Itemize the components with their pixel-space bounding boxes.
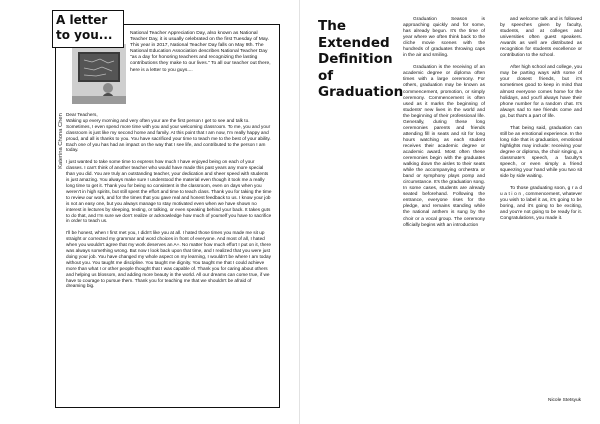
letter-title: A letter to you... [52, 10, 124, 48]
title-line: Extended [318, 34, 390, 51]
title-line: of [318, 67, 334, 84]
title-line: Graduation [318, 84, 404, 100]
author-vertical-label [53, 104, 67, 184]
article-paragraph: After high school and college, you may be parting ways with some of your closest friends, but it's sometimes good to keep in mind that almost everyone comes home for the holidays, and you'll always have their phone number for a random chat. It's always sad to see friends come and go, but that's a part of life. [500, 65, 583, 119]
author-signature: Nicole Stetsyuk [548, 398, 582, 403]
article-paragraph: To those graduating soon, g r a d u a t i o n , commencement, whatever you wish to label it as, it's going to be boring, and it's going to be exciting, and you're not going to be ready for it. Congratulations, you made it. [500, 186, 582, 222]
teacher-photo [72, 44, 126, 104]
letter-paragraph: Waking up every morning and very often your are the first person I get to see and talk to. Sometimes, I even spend more time with you and your welcoming classroom. To me, you and your classroom is just like my second home and family. At this point that I am now, I'm really happy and proud, and all is thanks to you. You have sacrificed your time to teach me to the best of your ability. Each one of you has had an impact on the way that I see life, and contributed to the person I am today. [66, 117, 271, 153]
article-column-2 [500, 17, 582, 228]
article-paragraph: Graduation is the receiving of an academic degree or diploma often times with a large ceremony. For others, graduation may be known as commencement, promotion, or simply ceremony. Commencement is often used as it marks the beginning of students' new lives in the world and the beginning of their professional life. Generally, during these long ceremonies parents and friends attending fill in seats and sit for long hours watching as each student receives their academic degree or academic award. Most often these ceremonies begin with the graduates walking down the aisles to their seats while the accompanying orchestra or band or symphony plays pomp and circumstance. It's the graduation song. In some cases, students are already seated beforehand. Following the entrance, everyone rises for the pledge, and remains standing while the national anthem is sung by the choir or a vocal group. The ceremony officially begins with an introduction [403, 65, 485, 228]
letter-greeting: Dear Teachers, [66, 112, 98, 117]
article-paragraph: Graduation Season is approaching quickly and for some, has already begun. It's the time of year where we often think back to the cliche movie scenes with the hundreds of graduates throwing caps in the air and smiling. [403, 17, 485, 59]
letter-intro: National Teacher Appreciation Day, also known as National Teacher Day, it is usually celebrated on the first Tuesday of May. This year in 2017, National Teacher Day falls on May 9th. The National Education Association describes National Teacher Day "as a day for honoring teachers and recognizing the lasting contributions they make to our lives." To all our teacher out there, here is a letter to you guys.... [130, 31, 271, 73]
title-line: Definition [318, 51, 393, 67]
page-gutter [299, 0, 300, 424]
article-paragraph: That being said, graduation can still be an emotional experience. In the long ride that is graduation, emotional highlights may include: receiving your degree or diploma, the choir singing, a classmate's speech, a faculty's speech, or even simply a friend squeezing your hand while you two sit side by side waiting. [500, 125, 582, 180]
author-name: Katerina Chona Chen [58, 113, 64, 169]
classroom-image [72, 44, 126, 104]
letter-paragraph: I'll be honest, when I first met you, I didn't like you at all. I hated those times you made me sit up straight or corrected my grammar and word choices in front of everyone. And most of all, I hated when you wouldn't agree that my work deserves an A+. No matter how much effort I put on it, there was always something wrong. But now I look back upon that time, and I realized that you were just doing your job. You have changed my whole aspect on my learning, I wouldn't be where I am today without you. You taught me discipline. You taught me dignity. You taught me that I could achieve more than what I or other people thought that I was capable of. Thank you for caring about others and helping us blossom, and adding more beauty in the world. All our dreams can come true, if we have to courage to pursue them. Thank you for teaching me that we shouldn't be afraid of dreaming big. [66, 230, 271, 289]
article-column-1 [403, 17, 485, 235]
article-paragraph: and welcome talk and is followed by speeches given by faculty, students, and at colleges and universities often guest speakers. Awards as well are distributed as recognition for students excellence or contribution to the school. [500, 17, 582, 59]
title-line: The [318, 18, 346, 34]
letter-paragraph: I just wanted to take some time to express how much I have enjoyed being on each of your classes. I can't think of another teacher who would have made this past years any more special than you did. You are truly an outstanding teacher, your dedication and sheer speed with students is just amazing. You always make sure I understood the material even though it took me a really long time to get it. Thank you for being so consistent in the classroom, even on days when you weren't in high spirits, but still spent the effort and time to teach class. Thank you for taking the time to review our work, and for the times that you gave real and honest feedback to us. I know your job is not an easy one, but you always manage to stay motivated even when we have shown no interest in lectures by sleeping, texting, or talking, or even speaking behind your back. It takes guts to do that, and I'm sure we don't realize or acknowledge how much of yourself you have to sacrifice in order to teach us. [66, 159, 272, 224]
article-title [318, 18, 408, 101]
letter-body [66, 112, 272, 295]
